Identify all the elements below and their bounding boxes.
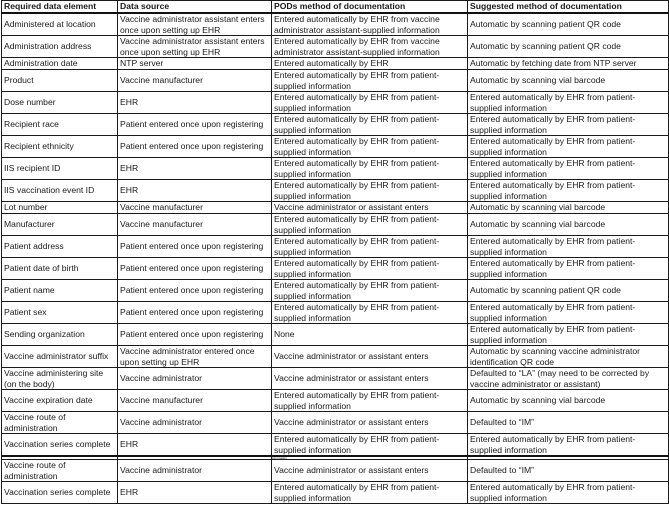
cell-suggested-method: Entered automatically by EHR from patient-supplied information bbox=[468, 136, 669, 158]
table-row bbox=[2, 280, 669, 302]
cell-required-data-element: Vaccine route of administration bbox=[2, 460, 118, 482]
cell-data-source: EHR bbox=[118, 482, 272, 504]
cell-data-source: Vaccine administrator bbox=[118, 412, 272, 434]
table-row bbox=[2, 180, 669, 202]
cell-data-source: Vaccine manufacturer bbox=[118, 70, 272, 92]
cell-suggested-method: Defaulted to “IM” bbox=[468, 412, 669, 434]
cell-required-data-element: Product bbox=[2, 70, 118, 92]
table-row bbox=[2, 70, 669, 92]
cell-data-source: Patient entered once upon registering bbox=[118, 302, 272, 324]
cell-data-source: Patient entered once upon registering bbox=[118, 114, 272, 136]
cell-pods-method: Entered automatically by EHR from vaccine administrator assistant-supplied information bbox=[272, 36, 468, 58]
cell-suggested-method: Automatic by fetching date from NTP server bbox=[468, 58, 669, 70]
cell-suggested-method: Defaulted to “LA” (may need to be corrected by vaccine administrator or assistant) bbox=[468, 368, 669, 390]
cell-data-source: Vaccine manufacturer bbox=[118, 214, 272, 236]
cell-suggested-method: Entered automatically by EHR from patient-supplied information bbox=[468, 482, 669, 504]
header-required-data-element: Required data element bbox=[2, 1, 118, 14]
cell-pods-method: Entered automatically by EHR from patient-supplied information bbox=[272, 158, 468, 180]
cell-data-source: EHR bbox=[118, 92, 272, 114]
cell-data-source: Vaccine administrator assistant enters once upon setting up EHR bbox=[118, 13, 272, 36]
cell-suggested-method: Automatic by scanning patient QR code bbox=[468, 36, 669, 58]
cell-suggested-method: Entered automatically by EHR from patient-supplied information bbox=[468, 236, 669, 258]
cell-data-source: Vaccine administrator bbox=[118, 368, 272, 390]
cell-pods-method: Entered automatically by EHR from patient-supplied information bbox=[272, 70, 468, 92]
cell-required-data-element: Patient name bbox=[2, 280, 118, 302]
table-row bbox=[2, 482, 669, 504]
cell-pods-method: Entered automatically by EHR from patient-supplied information bbox=[272, 236, 468, 258]
table-row bbox=[2, 412, 669, 434]
cell-required-data-element: Vaccine administering site (on the body) bbox=[2, 368, 118, 390]
cell-pods-method: Entered automatically by EHR from patient-supplied information bbox=[272, 302, 468, 324]
cell-pods-method: Vaccine administrator or assistant enters bbox=[272, 368, 468, 390]
cell-pods-method: Entered automatically by EHR from vaccine administrator assistant-supplied information bbox=[272, 13, 468, 36]
table-row bbox=[2, 136, 669, 158]
table-row bbox=[2, 214, 669, 236]
cell-pods-method: Entered automatically by EHR from patient-supplied information bbox=[272, 280, 468, 302]
cell-data-source: Vaccine manufacturer bbox=[118, 390, 272, 412]
cell-suggested-method: Automatic by scanning patient QR code bbox=[468, 280, 669, 302]
header-pods-method: PODs method of documentation bbox=[272, 1, 468, 14]
cell-data-source: Vaccine administrator assistant enters once upon setting up EHR bbox=[118, 36, 272, 58]
cell-pods-method: Entered automatically by EHR from patient-supplied information bbox=[272, 482, 468, 504]
cell-pods-method: Entered automatically by EHR from patient-supplied information bbox=[272, 434, 468, 457]
table-row bbox=[2, 324, 669, 346]
cell-required-data-element: Sending organization bbox=[2, 324, 118, 346]
cell-suggested-method: Entered automatically by EHR from patient-supplied information bbox=[468, 158, 669, 180]
cell-pods-method: Vaccine administrator or assistant enters bbox=[272, 346, 468, 368]
table-row bbox=[2, 92, 669, 114]
cell-suggested-method: Entered automatically by EHR from patient-supplied information bbox=[468, 258, 669, 280]
cell-suggested-method: Entered automatically by EHR from patient-supplied information bbox=[468, 302, 669, 324]
cell-data-source: Patient entered once upon registering bbox=[118, 258, 272, 280]
cell-required-data-element: Vaccine administrator suffix bbox=[2, 346, 118, 368]
table-row bbox=[2, 58, 669, 70]
cell-data-source: Patient entered once upon registering bbox=[118, 280, 272, 302]
table-row bbox=[2, 36, 669, 58]
header-data-source: Data source bbox=[118, 1, 272, 14]
table-row bbox=[2, 236, 669, 258]
cell-data-source: NTP server bbox=[118, 58, 272, 70]
cell-pods-method: Vaccine administrator or assistant enters bbox=[272, 202, 468, 214]
table-row bbox=[2, 302, 669, 324]
cell-required-data-element: Manufacturer bbox=[2, 214, 118, 236]
table-row bbox=[2, 460, 669, 482]
table-row bbox=[2, 390, 669, 412]
cell-required-data-element: Administered at location bbox=[2, 13, 118, 36]
cell-pods-method: Entered automatically by EHR from patient-supplied information bbox=[272, 92, 468, 114]
table-row bbox=[2, 13, 669, 36]
cell-data-source: Patient entered once upon registering bbox=[118, 324, 272, 346]
cell-suggested-method: Entered automatically by EHR from patient-supplied information bbox=[468, 324, 669, 346]
cell-data-source: EHR bbox=[118, 158, 272, 180]
cell-suggested-method: Entered automatically by EHR from patient-supplied information bbox=[468, 434, 669, 457]
cell-pods-method: Entered automatically by EHR from patient-supplied information bbox=[272, 214, 468, 236]
cell-suggested-method: Automatic by scanning patient QR code bbox=[468, 13, 669, 36]
cell-data-source: Vaccine administrator bbox=[118, 460, 272, 482]
cell-required-data-element: Vaccination series complete bbox=[2, 434, 118, 457]
cell-pods-method: Entered automatically by EHR from patient-supplied information bbox=[272, 114, 468, 136]
cell-pods-method: Entered automatically by EHR from patient-supplied information bbox=[272, 136, 468, 158]
cell-pods-method: Entered automatically by EHR from patient-supplied information bbox=[272, 258, 468, 280]
table-row bbox=[2, 202, 669, 214]
document-page bbox=[1, 0, 668, 504]
table-row bbox=[2, 346, 669, 368]
cell-required-data-element: Patient sex bbox=[2, 302, 118, 324]
cell-required-data-element: Lot number bbox=[2, 202, 118, 214]
cell-data-source: Patient entered once upon registering bbox=[118, 136, 272, 158]
table-body bbox=[2, 13, 669, 504]
cell-required-data-element: Administration date bbox=[2, 58, 118, 70]
cell-suggested-method: Defaulted to “IM” bbox=[468, 460, 669, 482]
vaccination-data-table bbox=[1, 0, 669, 504]
table-row bbox=[2, 258, 669, 280]
cell-suggested-method: Entered automatically by EHR from patient-supplied information bbox=[468, 114, 669, 136]
cell-suggested-method: Automatic by scanning vial barcode bbox=[468, 202, 669, 214]
cell-required-data-element: Administration address bbox=[2, 36, 118, 58]
table-row bbox=[2, 434, 669, 457]
cell-required-data-element: IIS vaccination event ID bbox=[2, 180, 118, 202]
cell-required-data-element: Vaccination series complete bbox=[2, 482, 118, 504]
cell-pods-method: Entered automatically by EHR bbox=[272, 58, 468, 70]
cell-pods-method: information bbox=[272, 456, 468, 460]
cell-required-data-element: Recipient ethnicity bbox=[2, 136, 118, 158]
cell-required-data-element: Vaccine route of administration bbox=[2, 412, 118, 434]
cell-data-source: EHR bbox=[118, 180, 272, 202]
table-row bbox=[2, 114, 669, 136]
cell-required-data-element: IIS recipient ID bbox=[2, 158, 118, 180]
cell-required-data-element: Vaccine expiration date bbox=[2, 390, 118, 412]
cell-required-data-element: Patient date of birth bbox=[2, 258, 118, 280]
cell-suggested-method: Entered automatically by EHR from patient-supplied information bbox=[468, 92, 669, 114]
cell-required-data-element: Dose number bbox=[2, 92, 118, 114]
cell-pods-method: Vaccine administrator or assistant enters bbox=[272, 460, 468, 482]
cell-data-source: Vaccine manufacturer bbox=[118, 202, 272, 214]
cell-data-source: Vaccine administrator entered once upon setting up EHR bbox=[118, 346, 272, 368]
cell-data-source: Patient entered once upon registering bbox=[118, 236, 272, 258]
table-row bbox=[2, 158, 669, 180]
cell-suggested-method: Automatic by scanning vial barcode bbox=[468, 70, 669, 92]
cell-required-data-element: Patient address bbox=[2, 236, 118, 258]
table-header-row bbox=[2, 1, 669, 14]
header-suggested-method: Suggested method of documentation bbox=[468, 1, 669, 14]
cell-pods-method: Vaccine administrator or assistant enters bbox=[272, 412, 468, 434]
cell-required-data-element: Recipient race bbox=[2, 114, 118, 136]
cell-suggested-method: Entered automatically by EHR from patient-supplied information bbox=[468, 180, 669, 202]
cell-pods-method: Entered automatically by EHR from patient-supplied information bbox=[272, 390, 468, 412]
cell-pods-method: Entered automatically by EHR from patient-supplied information bbox=[272, 180, 468, 202]
cell-data-source: EHR bbox=[118, 434, 272, 457]
cell-suggested-method: Automatic by scanning vial barcode bbox=[468, 214, 669, 236]
table-row bbox=[2, 368, 669, 390]
cell-suggested-method: Automatic by scanning vial barcode bbox=[468, 390, 669, 412]
cell-pods-method: None bbox=[272, 324, 468, 346]
cell-suggested-method: Automatic by scanning vaccine administrator identification QR code bbox=[468, 346, 669, 368]
